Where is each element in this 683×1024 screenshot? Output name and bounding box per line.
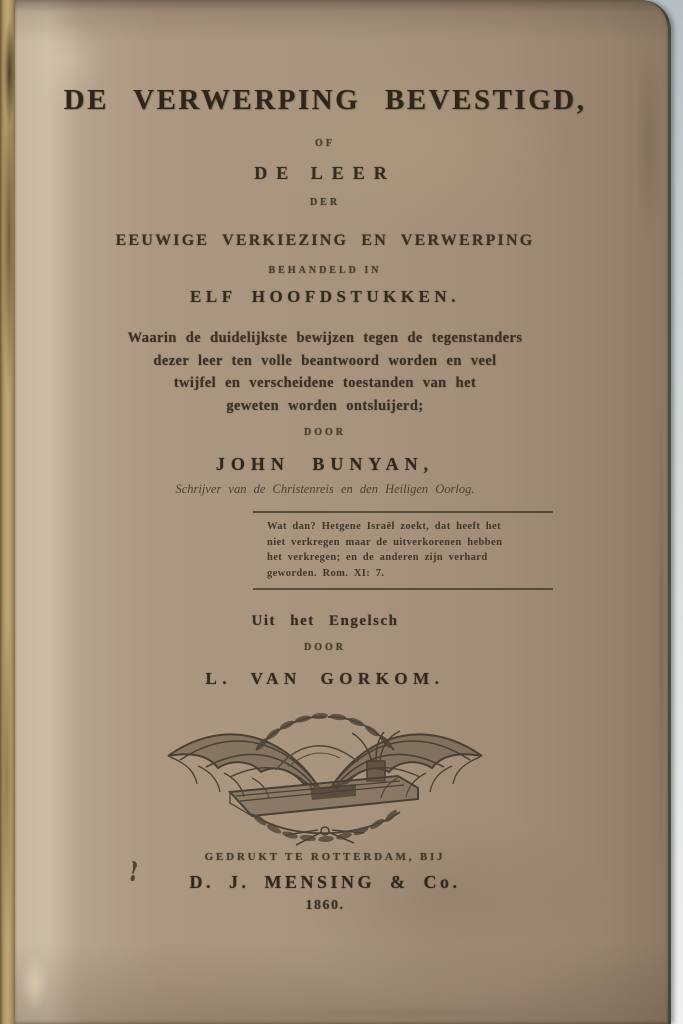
quote-line-3: het verkregen; en de anderen zijn verhard [267,552,488,563]
quote-line-1: Wat dan? Hetgene Israël zoekt, dat heeft het [267,521,501,532]
or-label: OF [315,138,335,149]
quote-line-4: geworden. Rom. XI: 7. [267,567,385,579]
summary-line-3: twijfel en verscheidene toestanden van het [173,375,477,391]
imprint-printed-at: GEDRUKT TE ROTTERDAM, BIJ [204,851,446,863]
treated-in-label: BEHANDELD IN [268,265,382,276]
title-page-content [35,0,615,915]
author-descriptor: Schrijver van de Christenreis en den Heiligen Oorlog. [175,482,475,496]
printer-emblem-vignette [35,704,615,846]
der-label: DER [309,197,341,208]
translator-name: L. VAN GORKOM. [205,669,445,688]
chapters-line: ELF HOOFDSTUKKEN. [190,287,460,306]
by-label-translator: DOOR [304,642,346,653]
imprint-year: 1860. [305,898,345,913]
summary-line-1: Waarin de duidelijkste bewijzen tegen de tegenstanders [127,330,523,346]
scripture-quote-box [253,511,553,590]
book-page [15,0,671,1024]
ink-blot-mark-icon [127,860,139,884]
author-name: JOHN BUNYAN, [215,454,435,474]
by-label-author: DOOR [304,427,346,438]
translation-line: Uit het Engelsch [251,613,399,629]
book-title: DE VERWERPING BEVESTIGD, [63,84,587,116]
series-title: DE LEER [254,163,396,183]
quote-line-2: niet verkregen maar de uitverkorenen hebben [267,536,503,548]
subtitle: EEUWIGE VERKIEZING EN VERWERPING [115,232,535,249]
summary-line-2: dezer leer ten volle beantwoord worden en veel [153,352,497,369]
winged-wreath-books-emblem-icon [160,704,490,846]
summary-line-4: geweten worden ontsluijerd; [226,397,424,414]
summary-paragraph [35,327,615,417]
imprint-publisher: D. J. MENSING & Co. [189,872,461,892]
